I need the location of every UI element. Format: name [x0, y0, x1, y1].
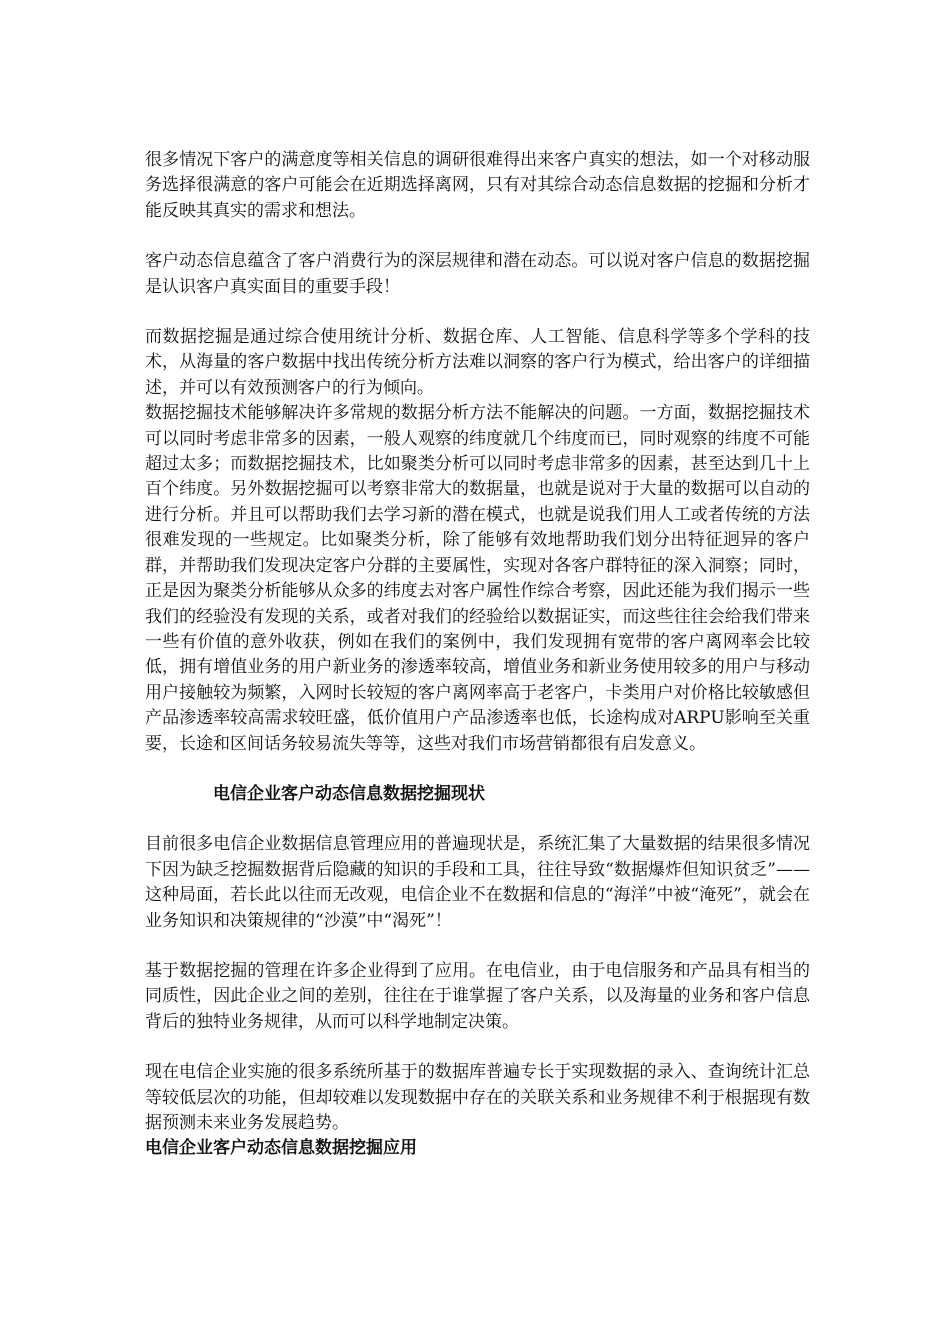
document-body [145, 148, 810, 1162]
paragraph-current-status: 目前很多电信企业数据信息管理应用的普遍现状是，系统汇集了大量数据的结果很多情况下因为缺乏挖掘数据背后隐藏的知识的手段和工具，往往导致“数据爆炸但知识贫乏”——这种局面，若长此以往而无改观，电信企业不在数据和信息的“海洋”中被“淹死”，就会在业务知识和决策规律的“沙漠”中“渴死”！ [145, 834, 810, 931]
paragraph-dynamic-info: 客户动态信息蕴含了客户消费行为的深层规律和潜在动态。可以说对客户信息的数据挖掘是认识客户真实面目的重要手段！ [145, 251, 810, 297]
paragraph-system-limitations: 现在电信企业实施的很多系统所基于的数据库普遍专长于实现数据的录入、查询统计汇总等较低层次的功能，但却较难以发现数据中存在的关联关系和业务规律不利于根据现有数据预测未来业务发展趋势。 [145, 1062, 810, 1133]
section-heading-application: 电信企业客户动态信息数据挖掘应用 [145, 1138, 417, 1159]
paragraph-spacer [145, 224, 810, 249]
paragraph-management-application: 基于数据挖掘的管理在许多企业得到了应用。在电信业，由于电信服务和产品具有相当的同质性，因此企业之间的差别，往往在于谁掌握了客户关系，以及海量的业务和客户信息背后的独特业务规律，从而可以科学地制定决策。 [145, 960, 810, 1032]
section-heading-status: 电信企业客户动态信息数据挖掘现状 [213, 783, 485, 804]
paragraph-spacer [145, 757, 810, 782]
paragraph-spacer [145, 934, 810, 959]
paragraph-customer-satisfaction: 很多情况下客户的满意度等相关信息的调研很难得出来客户真实的想法，如一个对移动服务选择很满意的客户可能会在近期选择离网，只有对其综合动态信息数据的挖掘和分析才能反映其真实的需求和想法。 [145, 150, 810, 221]
paragraph-data-mining-definition: 而数据挖掘是通过综合使用统计分析、数据仓库、人工智能、信息科学等多个学科的技术，从海量的客户数据中找出传统分析方法难以洞察的客户行为模式，给出客户的详细描述，并可以有效预测客户的行为倾向。 [145, 327, 810, 398]
paragraph-spacer [145, 1035, 810, 1060]
paragraph-data-mining-benefits: 数据挖掘技术能够解决许多常规的数据分析方法不能解决的问题。一方面，数据挖掘技术可以同时考虑非常多的因素，一般人观察的纬度就几个纬度而已，同时观察的纬度不可能超过太多；而数据挖掘技术，比如聚类分析可以同时考虑非常多的因素，甚至达到几十上百个纬度。另外数据挖掘可以考察非常大的数据量，也就是说对于大量的数据可以自动的进行分析。并且可以帮助我们去学习新的潜在模式，也就是说我们用人工或者传统的方法很难发现的一些规定。比如聚类分析，除了能够有效地帮助我们划分出特征迥异的客户群，并帮助我们发现决定客户分群的主要属性，实现对各客户群特征的深入洞察；同时，正是因为聚类分析能够从众多的纬度去对客户属性作综合考察，因此还能为我们揭示一些我们的经验没有发现的关系，或者对我们的经验给以数据证实，而这些往往会给我们带来一些有价值的意外收获，例如在我们的案例中，我们发现拥有宽带的客户离网率会比较低，拥有增值业务的用户新业务的渗透率较高，增值业务和新业务使用较多的用户与移动用户接触较为频繁，入网时长较短的客户离网率高于老客户，卡类用户对价格比较敏感但产品渗透率较高需求较旺盛，低价值用户产品渗透率也低，长途构成对ARPU影响至关重要，长途和区间话务较易流失等等，这些对我们市场营销都很有启发意义。 [145, 403, 810, 754]
paragraph-spacer [145, 300, 810, 325]
paragraph-spacer [145, 807, 810, 832]
